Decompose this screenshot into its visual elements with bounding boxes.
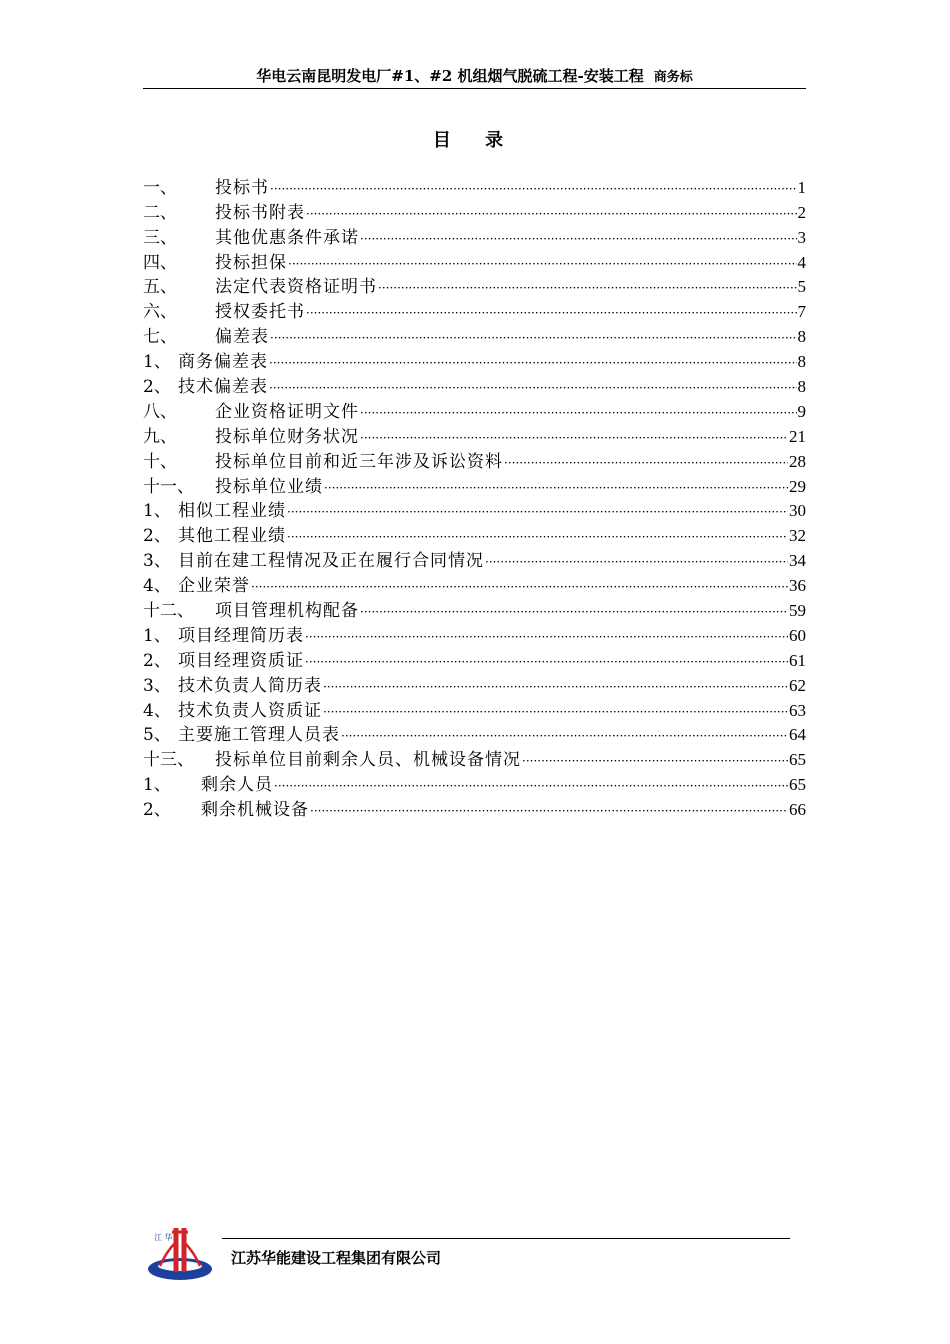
toc-entry-page: 9 [797, 401, 806, 421]
toc-entry[interactable] [143, 672, 806, 697]
toc-dot-leader [287, 505, 788, 519]
toc-entry-number: 3、 [143, 551, 171, 572]
toc-entry-label: 项目经理简历表 [178, 625, 304, 646]
toc-entry[interactable] [143, 174, 806, 199]
toc-entry-page: 4 [797, 252, 806, 272]
toc-entry-number: 一、 [143, 177, 177, 198]
toc-entry-number: 八、 [143, 401, 177, 422]
toc-entry-number: 二、 [143, 202, 177, 223]
toc-entry-page: 8 [797, 327, 806, 347]
toc-entry-label: 商务偏差表 [178, 352, 268, 373]
toc-entry-label: 法定代表资格证明书 [215, 277, 377, 298]
company-logo [146, 1222, 214, 1284]
toc-entry[interactable] [143, 572, 806, 597]
toc-entry-page: 7 [797, 302, 806, 322]
toc-entry-number: 1、 [143, 775, 171, 796]
toc-entry[interactable] [143, 373, 806, 398]
toc-entry-label: 投标书 [215, 177, 269, 198]
toc-dot-leader [274, 779, 788, 793]
toc-dot-leader [305, 655, 788, 669]
toc-dot-leader [310, 804, 788, 818]
toc-entry-page: 8 [797, 377, 806, 397]
toc-entry[interactable] [143, 622, 806, 647]
toc-entry-page: 63 [789, 700, 806, 720]
toc-entry[interactable] [143, 348, 806, 373]
toc-entry-label: 授权委托书 [215, 302, 305, 323]
toc-dot-leader [360, 406, 797, 420]
toc-entry-label: 投标单位财务状况 [215, 426, 359, 447]
toc-entry-page: 5 [797, 277, 806, 297]
toc-entry-page: 2 [797, 202, 806, 222]
toc-entry-number: 1、 [143, 501, 171, 522]
header-subtitle: 商务标 [653, 70, 693, 85]
toc-dot-leader [287, 530, 788, 544]
toc-entry-number: 2、 [143, 526, 171, 547]
header-title: 华电云南昆明发电厂#1、#2 机组烟气脱硫工程-安装工程 [256, 67, 644, 85]
toc-entry-label: 投标单位业绩 [215, 476, 323, 497]
toc-entry-number: 2、 [143, 650, 171, 671]
toc-entry[interactable] [143, 547, 806, 572]
toc-entry-label: 其他优惠条件承诺 [215, 227, 359, 248]
toc-dot-leader [269, 381, 797, 395]
toc-entry-label: 项目经理资质证 [178, 650, 304, 671]
toc-entry-label: 偏差表 [215, 327, 269, 348]
toc-entry-page: 32 [789, 526, 806, 546]
toc-entry-number: 1、 [143, 625, 171, 646]
toc-entry-page: 65 [789, 750, 806, 770]
toc-entry-page: 62 [789, 675, 806, 695]
toc-entry-label: 技术负责人资质证 [178, 700, 322, 721]
toc-entry-number: 5、 [143, 725, 171, 746]
toc-dot-leader [270, 182, 797, 196]
toc-dot-leader [323, 680, 788, 694]
toc-entry-label: 投标书附表 [215, 202, 305, 223]
toc-entry-page: 29 [789, 476, 806, 496]
toc-entry-label: 企业资格证明文件 [215, 401, 359, 422]
toc-entry[interactable] [143, 224, 806, 249]
toc-entry[interactable] [143, 522, 806, 547]
toc-entry-label: 目前在建工程情况及正在履行合同情况 [178, 551, 484, 572]
toc-entry-number: 四、 [143, 252, 177, 273]
toc-entry[interactable] [143, 274, 806, 299]
toc-dot-leader [306, 207, 797, 221]
toc-dot-leader [360, 431, 788, 445]
toc-entry[interactable] [143, 199, 806, 224]
toc-entry-label: 剩余人员 [201, 775, 273, 796]
toc-entry-page: 61 [789, 650, 806, 670]
toc-dot-leader [269, 356, 797, 370]
toc-entry[interactable] [143, 473, 806, 498]
toc-entry-number: 1、 [143, 352, 171, 373]
toc-entry-number: 十、 [143, 451, 177, 472]
toc-entry-label: 企业荣誉 [178, 576, 250, 597]
toc-entry[interactable] [143, 298, 806, 323]
toc-entry-label: 投标单位目前剩余人员、机械设备情况 [215, 750, 521, 771]
toc-entry[interactable] [143, 746, 806, 771]
toc-dot-leader [323, 705, 788, 719]
toc-entry-page: 64 [789, 725, 806, 745]
toc-dot-leader [251, 580, 788, 594]
toc-entry-label: 投标担保 [215, 252, 287, 273]
toc-entry-page: 36 [789, 576, 806, 596]
toc-entry-page: 28 [789, 451, 806, 471]
toc-dot-leader [305, 630, 788, 644]
toc-dot-leader [306, 306, 797, 320]
toc-entry-number: 3、 [143, 675, 171, 696]
toc-entry-page: 3 [797, 227, 806, 247]
toc-entry-page: 66 [789, 800, 806, 820]
toc-entry-number: 十三、 [143, 750, 194, 771]
toc-dot-leader [360, 232, 797, 246]
toc-entry-label: 剩余机械设备 [201, 800, 309, 821]
toc-entry-number: 4、 [143, 700, 171, 721]
toc-entry-label: 投标单位目前和近三年涉及诉讼资料 [215, 451, 503, 472]
toc-entry[interactable] [143, 423, 806, 448]
toc-entry-label: 其他工程业绩 [178, 526, 286, 547]
toc-title: 目 录 [432, 130, 518, 151]
toc-entry-page: 30 [789, 501, 806, 521]
toc-entry-number: 九、 [143, 426, 177, 447]
toc-entry-number: 三、 [143, 227, 177, 248]
toc-entry-page: 34 [789, 551, 806, 571]
toc-entry[interactable] [143, 697, 806, 722]
toc-dot-leader [270, 331, 797, 345]
toc-dot-leader [360, 605, 788, 619]
page-header [143, 66, 806, 89]
toc-dot-leader [522, 754, 788, 768]
toc-dot-leader [485, 555, 788, 569]
toc-entry-page: 59 [789, 601, 806, 621]
toc-entry[interactable] [143, 796, 806, 821]
toc-entry[interactable] [143, 249, 806, 274]
toc-dot-leader [504, 456, 788, 470]
toc-entry[interactable] [143, 323, 806, 348]
table-of-contents [143, 174, 806, 821]
toc-entry-number: 2、 [143, 800, 171, 821]
toc-entry-number: 五、 [143, 277, 177, 298]
toc-entry[interactable] [143, 647, 806, 672]
toc-entry[interactable] [143, 597, 806, 622]
toc-entry[interactable] [143, 398, 806, 423]
toc-entry-page: 21 [789, 426, 806, 446]
toc-dot-leader [341, 729, 788, 743]
toc-entry[interactable] [143, 498, 806, 523]
toc-entry-label: 主要施工管理人员表 [178, 725, 340, 746]
toc-entry-page: 8 [797, 352, 806, 372]
toc-entry-page: 1 [797, 177, 806, 197]
toc-entry-number: 六、 [143, 302, 177, 323]
toc-entry-number: 七、 [143, 327, 177, 348]
toc-entry-label: 技术偏差表 [178, 377, 268, 398]
toc-entry-label: 项目管理机构配备 [215, 601, 359, 622]
toc-entry-page: 60 [789, 625, 806, 645]
toc-dot-leader [288, 257, 797, 271]
toc-entry-number: 4、 [143, 576, 171, 597]
logo-text: 江 华 [154, 1233, 173, 1242]
toc-entry-number: 十一、 [143, 476, 194, 497]
toc-entry[interactable] [143, 771, 806, 796]
toc-entry-page: 65 [789, 775, 806, 795]
toc-entry[interactable] [143, 448, 806, 473]
toc-entry-label: 相似工程业绩 [178, 501, 286, 522]
toc-entry-number: 十二、 [143, 601, 194, 622]
toc-entry[interactable] [143, 722, 806, 747]
footer-company: 江苏华能建设工程集团有限公司 [231, 1249, 442, 1267]
toc-dot-leader [324, 481, 788, 495]
footer-rule [222, 1238, 790, 1239]
toc-entry-number: 2、 [143, 377, 171, 398]
toc-dot-leader [378, 281, 797, 295]
toc-entry-label: 技术负责人简历表 [178, 675, 322, 696]
